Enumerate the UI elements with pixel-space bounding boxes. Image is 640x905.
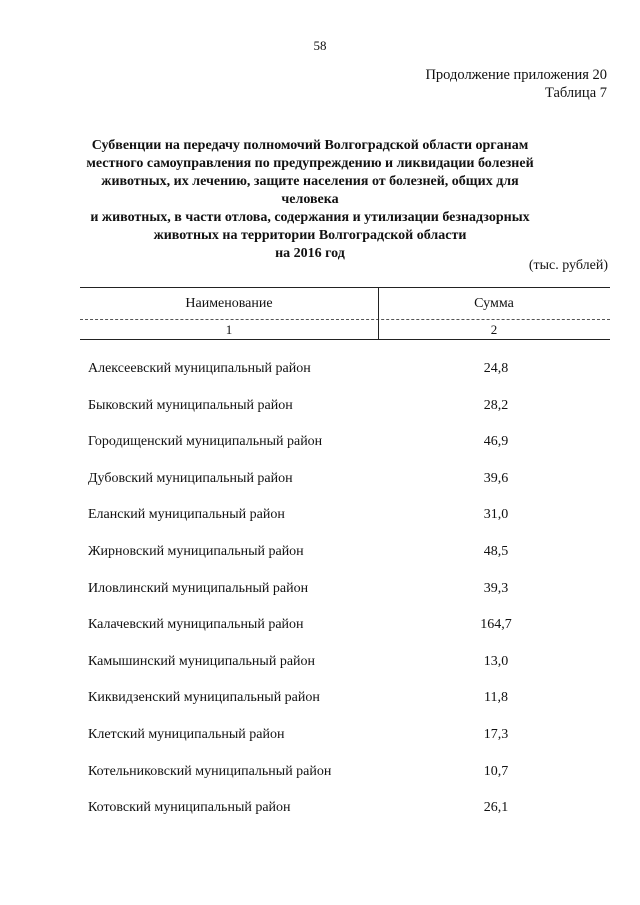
units-label: (тыс. рублей) — [528, 258, 608, 273]
district-amount: 164,7 — [480, 617, 512, 633]
column-header-amount: Сумма — [474, 296, 514, 311]
district-name: Еланский муниципальный район — [88, 507, 285, 523]
district-amount: 31,0 — [483, 507, 509, 523]
district-name: Камышинский муниципальный район — [88, 653, 316, 669]
district-name: Калачевский муниципальный район — [88, 617, 304, 633]
table-header-divider — [80, 319, 610, 320]
column-number-2: 2 — [490, 322, 498, 337]
title-line: и животных, в части отлова, содержания и утилизации безнадзорных — [90, 210, 530, 225]
table-row — [88, 471, 608, 508]
district-amount: 48,5 — [483, 543, 509, 559]
district-amount: 24,8 — [483, 361, 509, 376]
table-header — [80, 287, 610, 340]
table-header-bottom-rule — [80, 339, 610, 340]
table-row — [88, 581, 608, 618]
appendix-continuation: Продолжение приложения 20 — [425, 67, 607, 83]
district-amount: 39,3 — [483, 580, 509, 596]
table-top-rule — [80, 287, 610, 288]
column-number-1: 1 — [225, 322, 233, 337]
table-body — [88, 361, 608, 837]
column-header-name: Наименование — [185, 296, 273, 311]
table-row — [88, 654, 608, 691]
district-amount: 11,8 — [484, 690, 508, 706]
district-name: Киквидзенский муниципальный район — [88, 690, 320, 706]
title-line: местного самоуправления по предупреждению и ликвидации болезней — [86, 156, 534, 171]
district-amount: 39,6 — [483, 470, 509, 486]
district-amount: 10,7 — [483, 763, 509, 779]
table-row — [88, 434, 608, 471]
table-number: Таблица 7 — [544, 85, 607, 101]
district-name: Городищенский муниципальный район — [88, 434, 323, 450]
district-amount: 46,9 — [483, 434, 509, 450]
table-row — [88, 764, 608, 801]
table-row — [88, 617, 608, 654]
table-row — [88, 361, 608, 398]
table-row — [88, 800, 608, 837]
document-title — [80, 137, 540, 263]
district-name: Дубовский муниципальный район — [88, 470, 293, 486]
table-row — [88, 690, 608, 727]
district-name: Котельниковский муниципальный район — [88, 763, 332, 779]
table-row — [88, 727, 608, 764]
title-line: на 2016 год — [275, 246, 345, 261]
district-name: Алексеевский муниципальный район — [88, 361, 311, 376]
appendix-reference — [425, 66, 607, 102]
table-row — [88, 507, 608, 544]
district-amount: 26,1 — [483, 800, 509, 816]
table-row — [88, 544, 608, 581]
district-name: Быковский муниципальный район — [88, 397, 293, 413]
district-amount: 28,2 — [483, 397, 509, 413]
district-name: Иловлинский муниципальный район — [88, 580, 309, 596]
district-name: Клетский муниципальный район — [88, 726, 285, 742]
district-amount: 13,0 — [483, 653, 509, 669]
table-row — [88, 398, 608, 435]
district-name: Жирновский муниципальный район — [88, 543, 304, 559]
title-line: животных на территории Волгоградской области — [153, 228, 467, 243]
title-line: животных, их лечению, защите населения от болезней, общих для человека — [101, 174, 519, 207]
district-amount: 17,3 — [483, 726, 509, 742]
title-line: Субвенции на передачу полномочий Волгоградской области органам — [91, 138, 529, 153]
district-name: Котовский муниципальный район — [88, 800, 291, 816]
page-number: 58 — [313, 38, 327, 53]
